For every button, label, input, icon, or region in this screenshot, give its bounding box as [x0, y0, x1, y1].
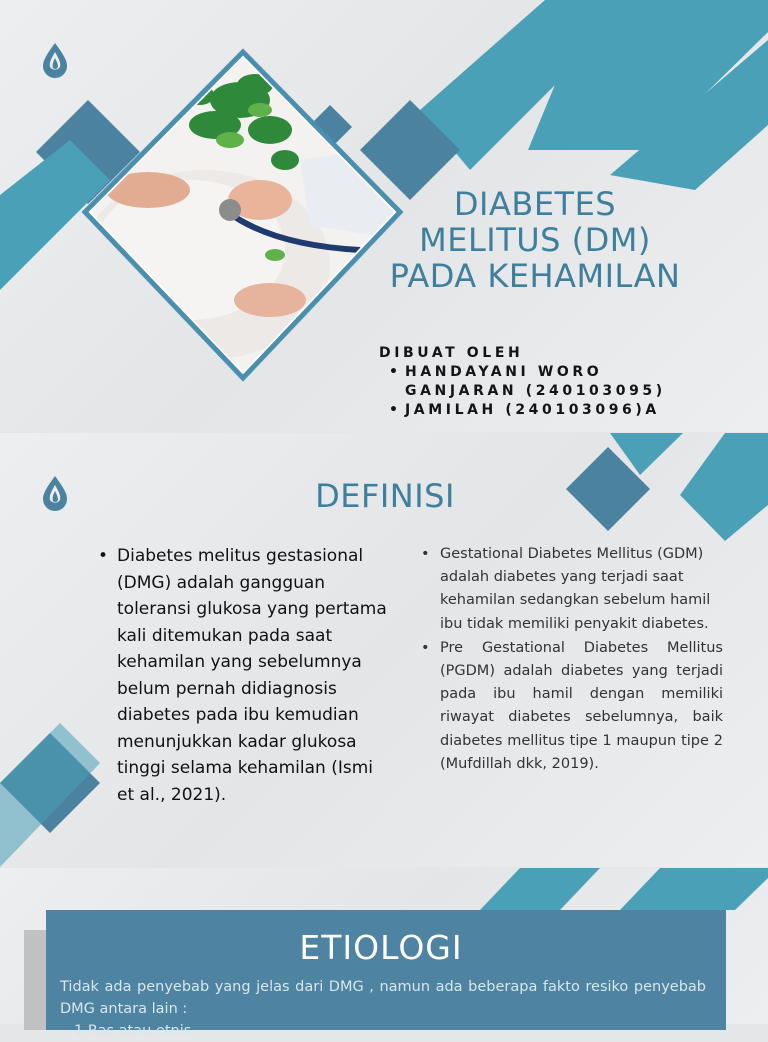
- etiologi-list-item: 1.Ras atau etnis: [74, 1023, 192, 1039]
- water-drop-icon: [41, 475, 71, 511]
- definisi-bullet: • Gestational Diabetes Mellitus (GDM) adalah diabetes yang terjadi saat kehamilan sedangkan sebelum hamil ibu tidak memiliki penyakit diabetes.: [421, 543, 723, 636]
- definisi-right-column: [421, 543, 723, 777]
- slide-etiologi: [0, 868, 768, 1039]
- authors-heading: DIBUAT OLEH: [379, 345, 524, 361]
- water-drop-icon: [41, 42, 71, 78]
- slide-definisi: [0, 433, 768, 867]
- definisi-bullet: • Diabetes melitus gestasional (DMG) adalah gangguan toleransi glukosa yang pertama kali ditemukan pada saat kehamilan yang sebelumnya belum pernah didiagnosis diabetes pada ibu kemudian menunjukkan kadar glukosa tinggi selama kehamilan (Ismi et al., 2021).: [98, 543, 388, 808]
- author-item: • JAMILAH (240103096)A: [389, 401, 709, 420]
- author-item: • HANDAYANI WORO GANJARAN (240103095): [389, 363, 709, 401]
- definisi-left-column: [98, 543, 388, 808]
- etiologi-panel: [46, 910, 726, 1039]
- etiologi-intro: Tidak ada penyebab yang jelas dari DMG , namun ada beberapa fakto resiko penyebab DMG antara lain :: [60, 979, 706, 1017]
- title-line-1: DIABETES: [453, 185, 617, 223]
- definisi-bullet: • Pre Gestational Diabetes Mellitus (PGDM) adalah diabetes yang terjadi pada ibu hamil dengan memiliki riwayat diabetes sebelumnya, baik diabetes mellitus tipe 1 maupun tipe 2 (Mufdillah dkk, 2019).: [421, 637, 723, 776]
- pregnant-belly-stethoscope-photo: [80, 52, 405, 382]
- etiologi-text: [60, 976, 706, 1042]
- etiologi-title: ETIOLOGI: [299, 928, 463, 967]
- authors-block: [379, 344, 709, 420]
- title-line-3: PADA KEHAMILAN: [389, 257, 681, 295]
- slide-title-heading: [365, 186, 705, 294]
- title-line-2: MELITUS (DM): [419, 221, 651, 259]
- definisi-title: DEFINISI: [315, 477, 455, 515]
- slide-title: [0, 0, 768, 432]
